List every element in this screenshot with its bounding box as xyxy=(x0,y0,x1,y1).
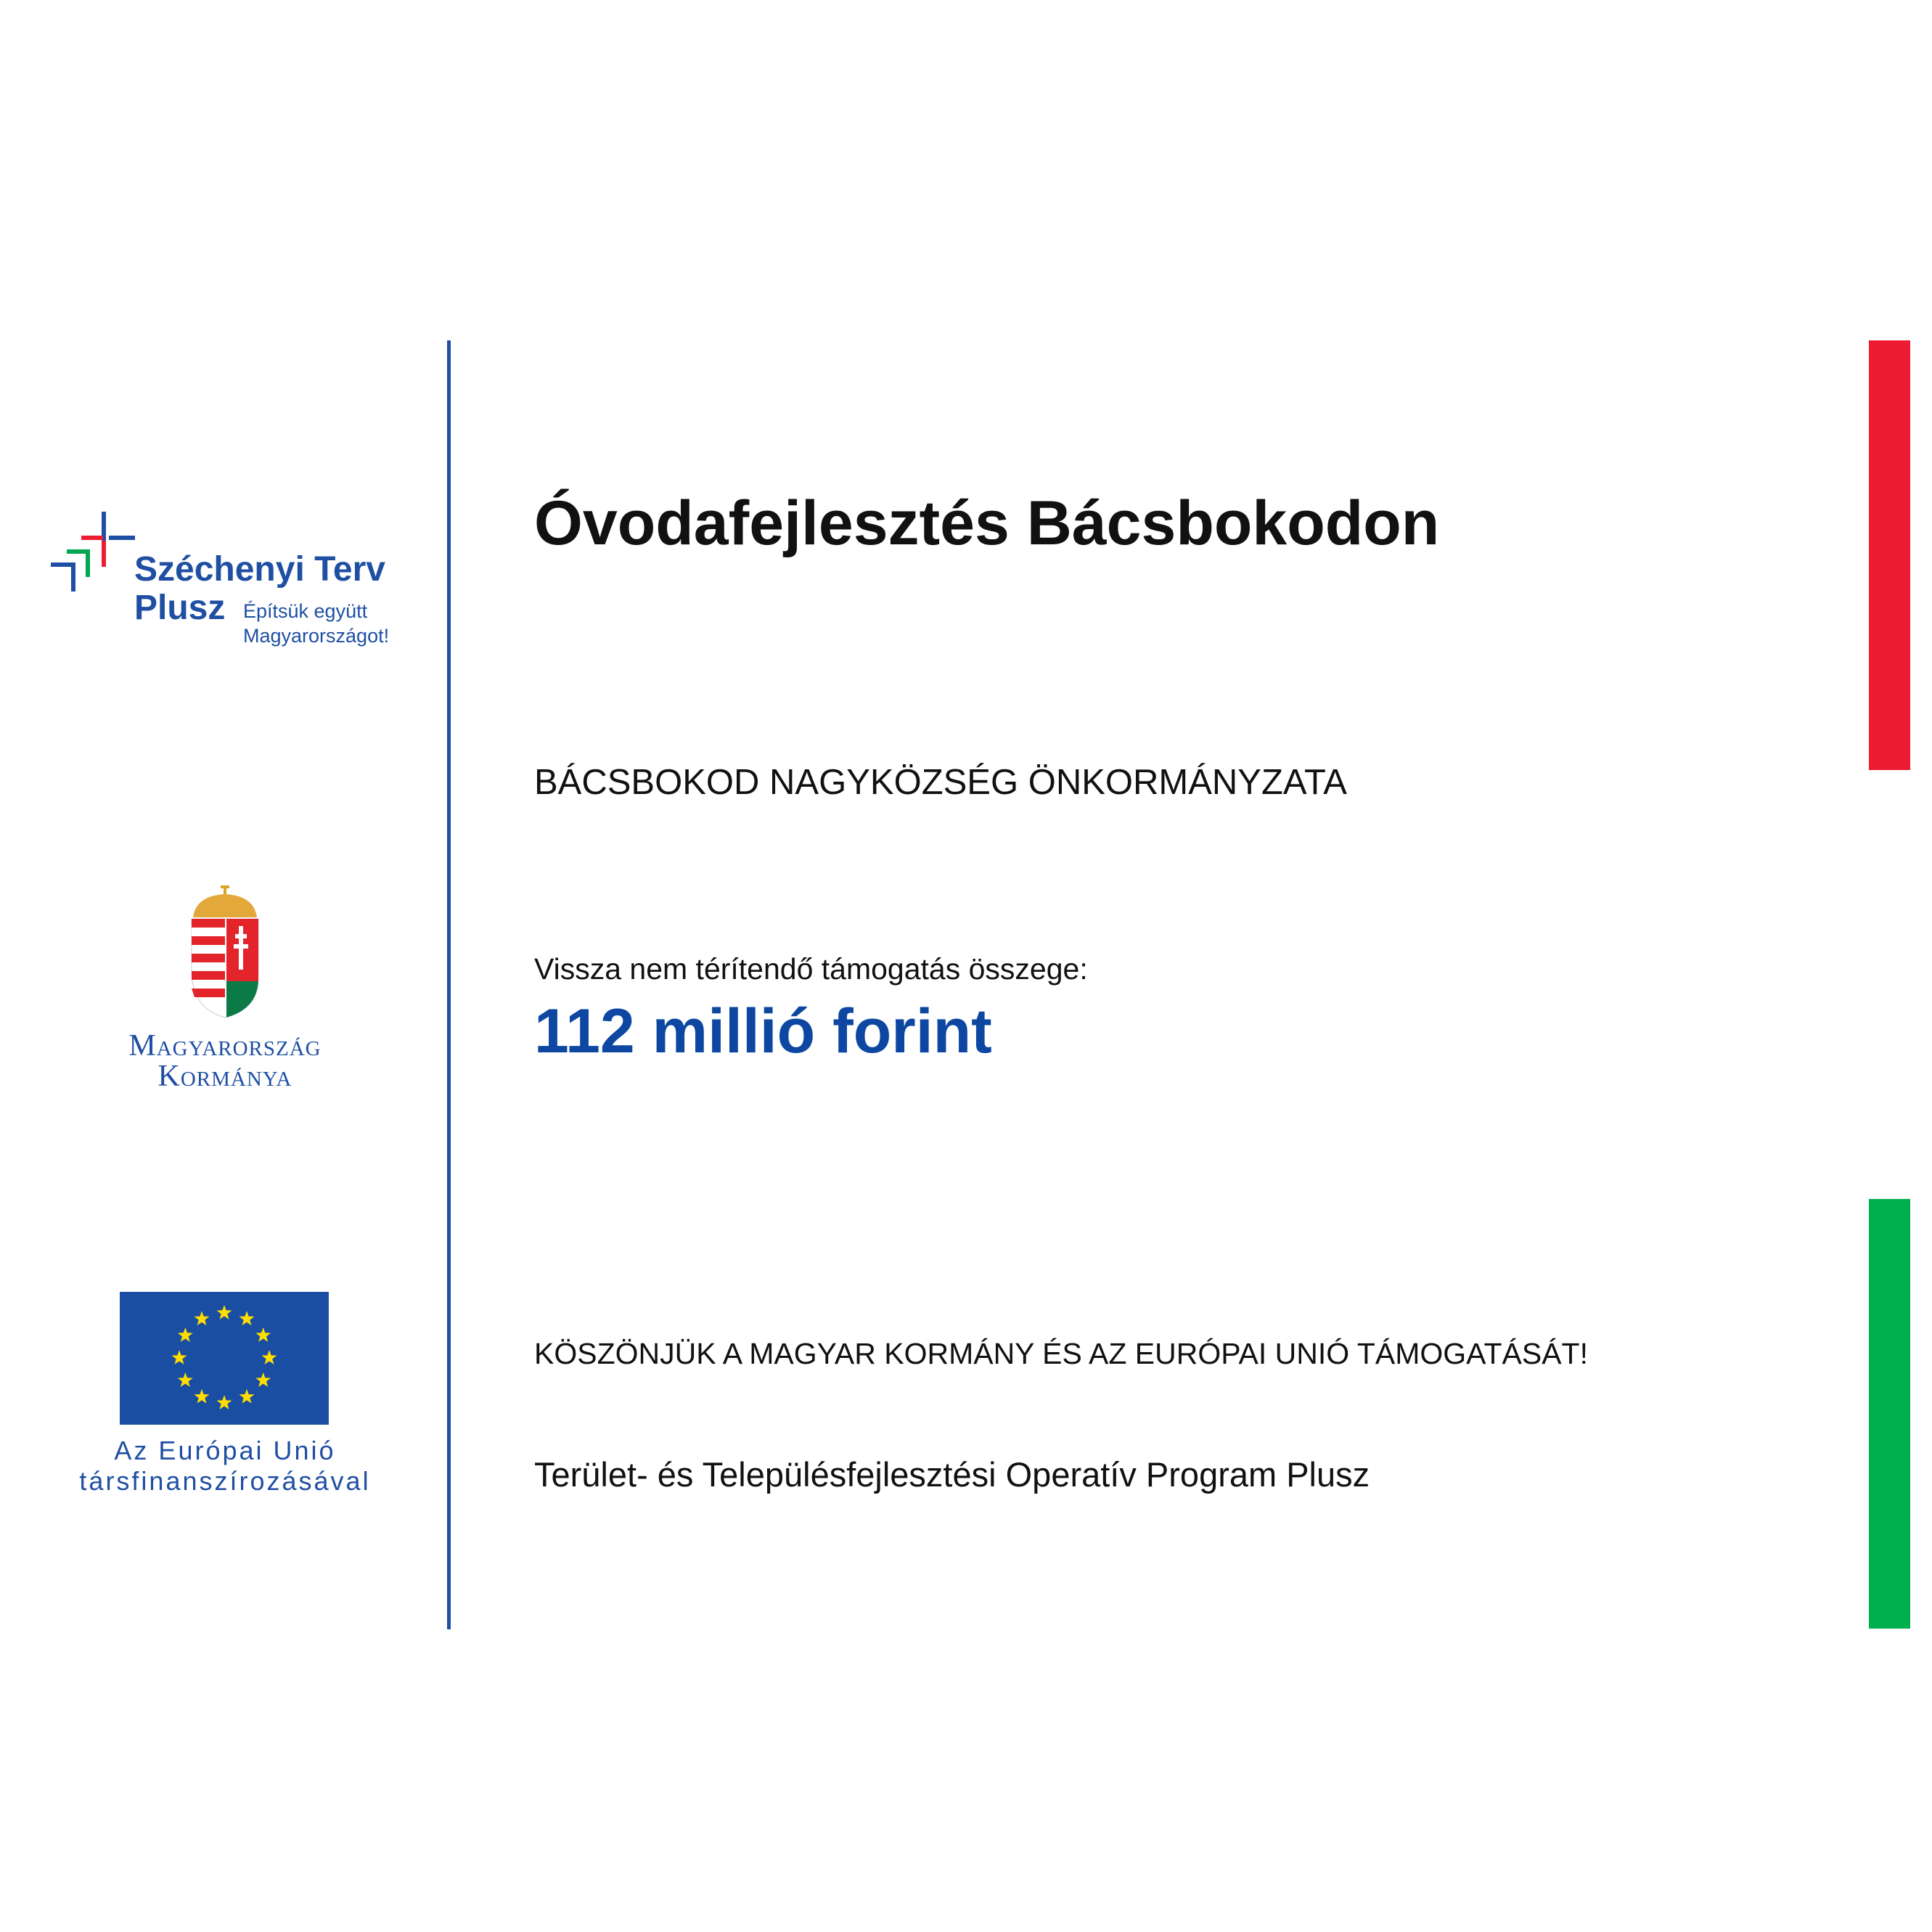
beneficiary-name: BÁCSBOKOD NAGYKÖZSÉG ÖNKORMÁNYZATA xyxy=(534,763,1347,802)
thanks-text: KÖSZÖNJÜK A MAGYAR KORMÁNY ÉS AZ EURÓPAI UNIÓ TÁMOGATÁSÁT! xyxy=(534,1337,1588,1370)
slogan-line-1: Építsük együtt xyxy=(243,600,368,622)
hungarian-government-logo xyxy=(87,885,363,1103)
eu-flag-icon xyxy=(120,1292,329,1425)
program-name: Terület- és Településfejlesztési Operatív Program Plusz xyxy=(534,1455,1370,1494)
flag-stripe-red xyxy=(1869,340,1910,770)
szechenyi-plusz: Plusz xyxy=(134,589,226,627)
slogan-line-2: Magyarországot! xyxy=(243,625,390,647)
szechenyi-terv-logo xyxy=(51,512,406,650)
szechenyi-cross-icon xyxy=(51,512,138,599)
vertical-divider xyxy=(447,340,451,1629)
government-line-2: Kormánya xyxy=(157,1060,292,1093)
eu-logo xyxy=(44,1292,406,1510)
grant-label: Vissza nem térítendő támogatás összege: xyxy=(534,952,1088,986)
grant-amount: 112 millió forint xyxy=(534,996,992,1066)
eu-line-1: Az Európai Unió xyxy=(114,1436,336,1465)
eu-text xyxy=(44,1436,406,1497)
government-line-1: Magyarország xyxy=(128,1029,322,1063)
project-title: Óvodafejlesztés Bácsbokodon xyxy=(534,488,1440,558)
szechenyi-slogan xyxy=(243,599,389,648)
eu-line-2: társfinanszírozásával xyxy=(79,1466,371,1496)
coat-of-arms-icon xyxy=(189,885,261,1020)
szechenyi-title: Széchenyi Terv xyxy=(134,550,385,589)
flag-stripe-green xyxy=(1869,1199,1910,1629)
government-text xyxy=(87,1031,363,1092)
